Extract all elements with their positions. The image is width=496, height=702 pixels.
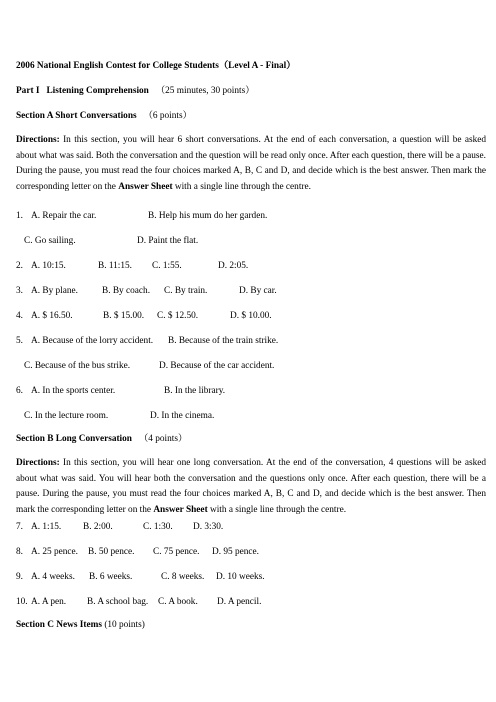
choice-c: C. Go sailing. xyxy=(24,236,76,246)
choice-a: A. 25 pence. xyxy=(31,547,78,557)
answer-sheet-ref: Answer Sheet xyxy=(153,504,208,515)
question-number: 8. xyxy=(16,547,23,557)
choice-a: A. $ 16.50. xyxy=(31,311,73,321)
choice-c: C. $ 12.50. xyxy=(157,311,199,321)
choice-b: B. By coach. xyxy=(102,286,151,296)
section-a-points: （6 points） xyxy=(143,111,192,121)
choice-d: D. By car. xyxy=(239,286,277,296)
choice-b: B. 11:15. xyxy=(98,261,133,271)
part-name: Listening Comprehension xyxy=(46,86,149,96)
question-number: 1. xyxy=(16,211,23,221)
directions-label: Directions: xyxy=(16,458,60,468)
choice-d: D. 10 weeks. xyxy=(216,572,265,582)
choice-a: A. 1:15. xyxy=(31,522,62,532)
choice-a: A. 4 weeks. xyxy=(31,572,75,582)
part-heading xyxy=(16,86,255,97)
choice-c: C. In the lecture room. xyxy=(24,411,109,421)
choice-c: C. 75 pence. xyxy=(153,547,200,557)
choice-b: B. $ 15.00. xyxy=(103,311,145,321)
choice-c: C. 8 weeks. xyxy=(161,572,205,582)
choice-b: B. 6 weeks. xyxy=(89,572,133,582)
section-c-heading xyxy=(16,620,145,631)
choice-b: B. Help his mum do her garden. xyxy=(148,211,268,221)
section-b-heading xyxy=(16,434,187,445)
section-a-directions xyxy=(16,133,486,195)
choice-a: A. By plane. xyxy=(31,286,78,296)
answer-sheet-ref: Answer Sheet xyxy=(118,181,173,192)
choice-a: A. In the sports center. xyxy=(31,386,116,396)
choice-d: D. Because of the car accident. xyxy=(159,361,275,371)
choice-c: C. By train. xyxy=(164,286,208,296)
question-number: 7. xyxy=(16,522,23,532)
choice-a: A. Repair the car. xyxy=(31,211,97,221)
directions-label: Directions: xyxy=(16,135,60,145)
question-number: 10. xyxy=(16,597,28,607)
part-label: Part I xyxy=(16,86,40,96)
question-number: 4. xyxy=(16,311,23,321)
choice-d: D. 95 pence. xyxy=(212,547,259,557)
choice-a: A. 10:15. xyxy=(31,261,66,271)
choice-c: C. Because of the bus strike. xyxy=(24,361,131,371)
section-c-points: (10 points) xyxy=(104,620,145,630)
choice-a: A. Because of the lorry accident. xyxy=(31,336,154,346)
directions-text-end: with a single line through the centre. xyxy=(207,504,347,515)
section-a-heading xyxy=(16,111,192,122)
choice-c: C. A book. xyxy=(158,597,198,607)
choice-d: D. In the cinema. xyxy=(150,411,215,421)
section-b-directions xyxy=(16,456,486,518)
choice-d: D. $ 10.00. xyxy=(230,311,272,321)
choice-c: C. 1:55. xyxy=(152,261,182,271)
choice-d: D. Paint the flat. xyxy=(137,236,199,246)
directions-text: In this section, you will hear one long conversation. At the end of the conversation, 4 questions will be asked about what was said. You will hear both the conversation and the questions only once. After each question, there will be a pause. During the pause, you must read the four choices marked A, B, C and D, and decide which is the best answer. Then mark the corresponding letter on the xyxy=(16,458,486,515)
directions-text-end: with a single line through the centre. xyxy=(172,181,311,192)
choice-b: B. A school bag. xyxy=(87,597,149,607)
section-a-title: Section A Short Conversations xyxy=(16,111,137,121)
section-c-title: Section C News Items xyxy=(16,620,102,630)
directions-text: In this section, you will hear 6 short conversations. At the end of each conversation, a question will be asked about what was said. Both the conversation and the question will be read only once. After each question, there will be a pause. During the pause, you must read the four choices marked A, B, C and D, and decide which is the best answer. Then mark the corresponding letter on the xyxy=(16,135,486,192)
choice-c: C. 1:30. xyxy=(143,522,173,532)
choice-d: D. 3:30. xyxy=(193,522,224,532)
choice-b: B. 50 pence. xyxy=(88,547,135,557)
question-number: 2. xyxy=(16,261,23,271)
choice-d: D. 2:05. xyxy=(218,261,249,271)
question-number: 6. xyxy=(16,386,23,396)
question-number: 5. xyxy=(16,336,23,346)
choice-d: D. A pencil. xyxy=(217,597,262,607)
page-title: 2006 National English Contest for College Students（Level A - Final） xyxy=(16,61,296,71)
part-meta: （25 minutes, 30 points） xyxy=(155,86,255,96)
choice-b: B. In the library. xyxy=(164,386,226,396)
question-number: 3. xyxy=(16,286,23,296)
choice-b: B. 2:00. xyxy=(83,522,113,532)
question-number: 9. xyxy=(16,572,23,582)
section-b-points: （4 points） xyxy=(138,434,188,444)
choice-b: B. Because of the train strike. xyxy=(168,336,279,346)
section-b-title: Section B Long Conversation xyxy=(16,434,132,444)
choice-a: A. A pen. xyxy=(31,597,67,607)
